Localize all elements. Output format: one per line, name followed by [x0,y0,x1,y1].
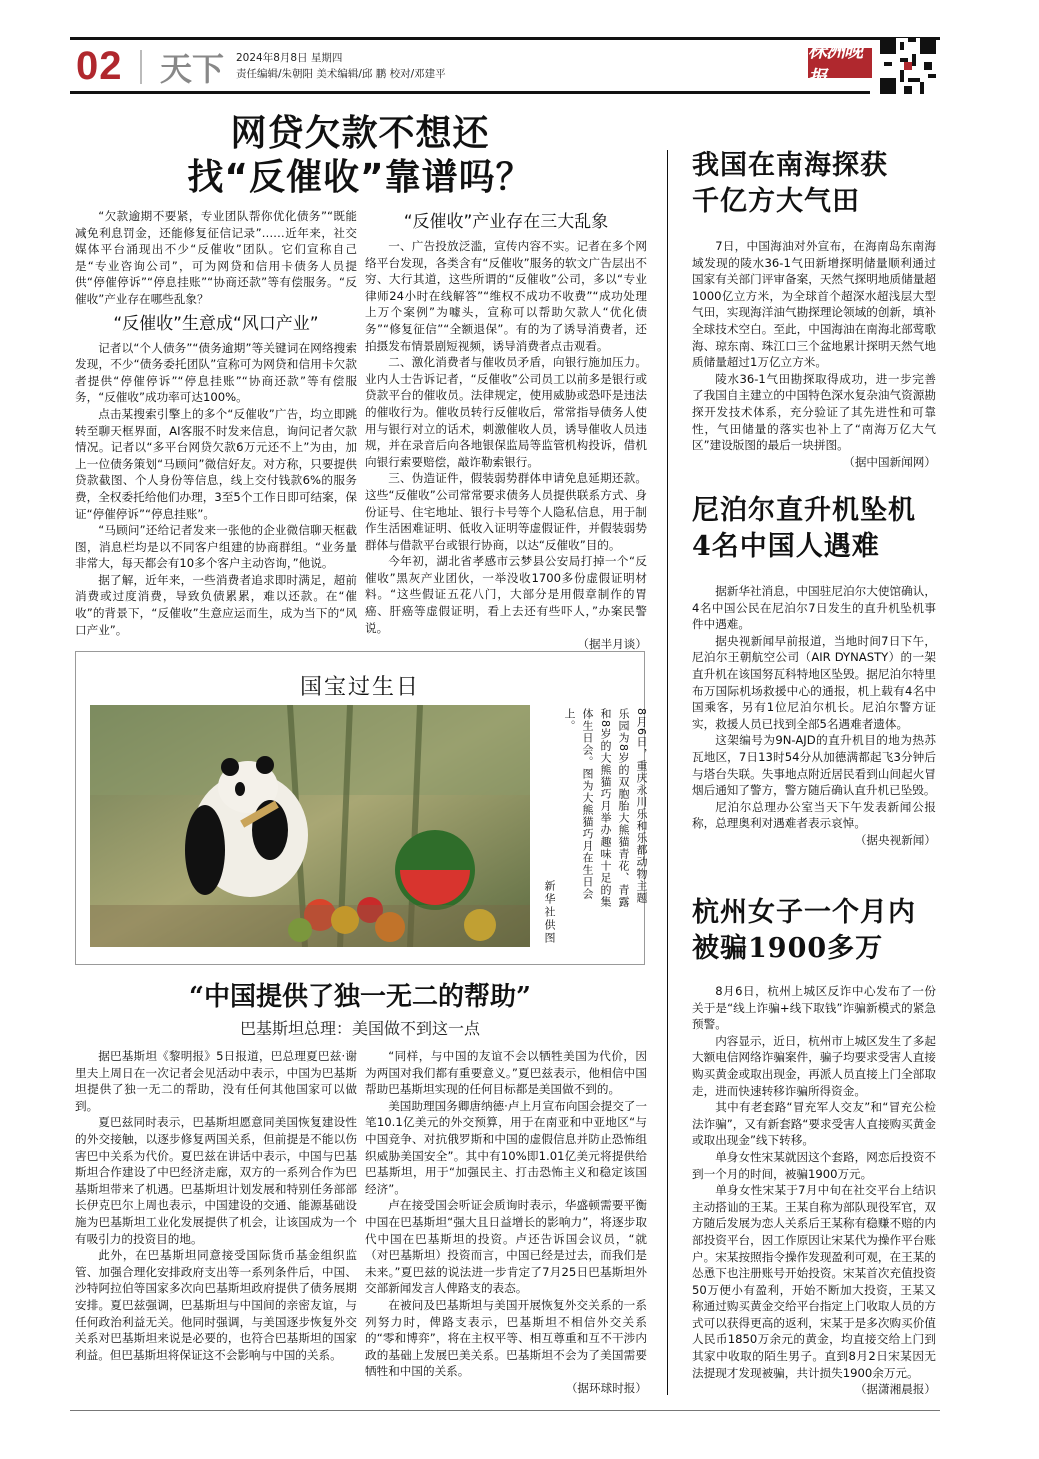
editors-credit: 责任编辑/朱朝阳 美术编辑/邱 鹏 校对/邓建平 [236,68,446,80]
sidebar-story-nepal-crash [692,493,936,849]
paragraph: 据央视新闻早前报道，当地时间7日下午，尼泊尔王朝航空公司（AIR DYNASTY）的一架直升机在该国努瓦科特地区坠毁。据尼泊尔特里布万国际机场救援中心的通报，机上载有4名中国乘客，另有1位尼泊尔机长。尼泊尔警方证实，救援人员已找到全部5名遇难者遗体。 [692,633,936,731]
paragraph: 卢在接受国会听证会质询时表示，华盛顿需要平衡中国在巴基斯坦“强大且日益增长的影响力”，将逐步取代中国在巴基斯坦的投资。卢还告诉国会议员，“就（对巴基斯坦）投资而言，中国已经是过去，而我们是未来。”夏巴兹的说法进一步肯定了7月25日巴基斯坦外交部新闻发言人俾路支的表态。 [365,1198,647,1296]
footer-rule [70,1410,940,1411]
story-headline: 杭州女子一个月内 [692,897,916,928]
story-headline: 4名中国人遇难 [692,531,880,562]
paragraph: 这架编号为9N-AJD的直升机目的地为热苏瓦地区，7日13时54分从加德满都起飞3分钟后与塔台失联。失事地点附近居民看到山间起火冒烟后通知了警方，警方随后确认直升机已坠毁。 [692,733,936,798]
paragraph: 内容显示，近日，杭州市上城区发生了多起大额电信网络诈骗案件，骗子均要求受害人直接购买黄金或取出现金，再派人员直接上门全部取走，进而快速转移诈骗所得资金。 [692,1033,936,1098]
issue-date: 2024年8月8日 星期四 [236,52,343,64]
article-source: （据环球时报） [565,1380,647,1395]
paragraph: 8月6日，杭州上城区反诈中心发布了一份关于是“线上诈骗+线下取钱”诈骗新模式的紧急预警。 [692,984,936,1032]
sidebar-story-hangzhou-fraud [692,895,936,1398]
paragraph: 二、激化消费者与催收员矛盾，向银行施加压力。业内人士告诉记者，“反催收”公司员工以前多是银行或贷款平台的催收员。法律规定，使用威胁或恐吓是违法的催收行为。催收员转行反催收后，常常指导债务人使用与银行对立的话术，刺激催收人员，诱导催收人员违规，并在录音后向各地银保监局等监管机构投诉，借机向银行索要赔偿，敲诈勒索银行。 [365,355,647,469]
photo-credit: 新华社供图 [543,880,556,945]
paragraph: 夏巴兹同时表示，巴基斯坦愿意同美国恢复建设性的外交接触，以逐步修复两国关系，但前提是不能以伤害巴中关系为代价。夏巴兹在讲话中表示，中国与巴基斯坦合作建设了中巴经济走廊，双方的一系列合作为巴基斯坦带来了机遇。巴基斯坦计划发展和特别任务部部长伊克巴尔上周也表示，中国建设的交通、能源基础设施为巴基斯坦工业化发展提供了机会，让该国成为一个有吸引力的投资目的地。 [75,1115,357,1246]
article-source: （据半月谈） [577,637,647,652]
paragraph: 三、伪造证件，假装弱势群体申请免息延期还款。这些“反催收”公司常常要求债务人员提供联系方式、身份证号、住宅地址、银行卡号等个人隐私信息，用于制作生活困难证明、低收入证明等虚假证件，并假装弱势群体与借款平台或银行协商，以达“反催收”目的。 [365,471,647,552]
photo-caption: 8月6日，重庆永川乐和乐都动物主题乐园为8岁的双胞胎大熊猫青花、青露和8岁的大熊猫巧月举办趣味十足的集体生日会。图为大熊猫巧月在生日会上。 [563,708,648,908]
article-source: （据央视新闻） [854,832,936,847]
paragraph: 尼泊尔总理办公室当天下午发表新闻公报称，总理奥利对遇难者表示哀悼。 [692,799,936,831]
paragraph: “马顾问”还给记者发来一张他的企业微信聊天框截图，消息栏均是以不同客户组建的协商群组。“业务量非常大，每天都会有10多个客户主动咨询，”他说。 [75,523,357,571]
story-headline: 尼泊尔直升机坠机 [692,495,916,526]
paragraph: 据新华社消息，中国驻尼泊尔大使馆确认，4名中国公民在尼泊尔7日发生的直升机坠机事件中遇难。 [692,584,936,632]
paragraph: 陵水36-1气田勘探取得成功，进一步完善了我国自主建立的中国特色深水复杂油气资源勘探开发技术体系，充分验证了其先进性和可靠性，气田储量的落实也补上了“南海万亿大气区”建设版图的最后一块拼图。 [692,371,936,453]
column-divider [667,150,668,1395]
main-headline [80,112,640,200]
headline-line-1: 网贷欠款不想还 [230,113,490,154]
pakistan-column-2 [365,1048,647,1396]
paragraph: 7日，中国海油对外宣布，在海南岛东南海域发现的陵水36-1气田新增探明储量顺利通过国家有关部门评审备案，天然气探明地质储量超1000亿立方米，为全球首个超深水超浅层大型气田，实现海洋油气勘探理论领域的创新，填补全球技术空白。至此，中国海油在南海北部莺歌海、琼东南、珠江口三个盆地累计探明天然气地质储量超过1万亿立方米。 [692,239,936,370]
newspaper-logo: 株洲晚报 [808,48,872,78]
paragraph: 记者以“个人债务”“债务逾期”等关键词在网络搜索发现，不少“债务委托团队”宣称可为网贷和信用卡欠款者提供“停催停诉”“停息挂账”“协商还款”等有偿服务，“反催收”成功率可达100%。 [75,340,357,405]
section-name: 天下 [160,50,225,88]
pakistan-subheadline: 巴基斯坦总理：美国做不到这一点 [239,1019,480,1038]
article-intro: “欠款逾期不要紧，专业团队帮你优化债务”“既能减免利息罚金，还能修复征信记录”……近年来，社交媒体平台涌现出不少“反催收”团队。它们宣称自己是“专业咨询公司”，可为网贷和信用卡债务人员提供“停催停诉”“停息挂账”“协商还款”等有偿服务。“反催收”产业存在哪些乱象？ [75,209,357,306]
subheading: “反催收”生意成“风口产业” [113,313,319,334]
story-headline: 我国在南海探获 [692,150,888,181]
story-headline: 千亿方大气田 [692,186,860,217]
header-bottom-rule [70,91,870,94]
paragraph: 据巴基斯坦《黎明报》5日报道，巴总理夏巴兹·谢里夫上周日在一次记者会见活动中表示，中国为巴基斯坦提供了独一无二的帮助，没有任何其他国家可以做到。 [75,1049,357,1113]
article-source: （据潇湘晨报） [854,1382,936,1397]
story-headline: 被骗1900多万 [692,933,884,964]
photo-box-title: 国宝过生日 [299,675,420,700]
article-column-2 [365,206,647,653]
article-source: （据中国新闻网） [843,454,936,469]
panda-photo [90,705,530,947]
article-column-1 [75,208,357,638]
paragraph: “同样，与中国的友谊不会以牺牲美国为代价，因为两国对我们都有重要意义。”夏巴兹表示，他相信中国帮助巴基斯坦实现的任何目标都是美国做不到的。 [365,1049,647,1097]
paragraph: 一、广告投放泛滥，宣传内容不实。记者在多个网络平台发现，各类含有“反催收”服务的软文广告层出不穷、大行其道，这些所谓的“反催收”公司，多以“专业律师24小时在线解答”“维权不成功不收费”“成功处理上万个案例”为噱头，宣称可以帮助欠款人“优化债务”“修复征信”“全额退保”。有的为了诱导消费者，还拍摄发布情景剧短视频，诱导消费者点击观看。 [365,239,647,353]
qr-code-icon [880,38,936,94]
header-meta [236,50,446,82]
paragraph: 据了解，近年来，一些消费者追求即时满足，超前消费或过度消费，导致负债累累，难以还款。在“催收”的背景下，“反催收”生意应运而生，成为当下的“风口产业”。 [75,572,357,637]
paragraph: 点击某搜索引擎上的多个“反催收”广告，均立即跳转至聊天框界面，AI客服不时发来信息，询问记者欠款情况。记者以“多平台网贷欠款6万元还不上”为由，加上一位债务策划“马顾问”微信好友。对方称，只要提供贷款截图、个人身份等信息，线上交付钱款6%的服务费，全权委托给他们办理，3至5个工作日即可结案，保证“停催停诉”“停息挂账”。 [75,406,357,521]
headline-line-2: 找“反催收”靠谱吗？ [187,157,533,198]
paragraph: 在被问及巴基斯坦与美国开展恢复外交关系的一系列努力时，俾路支表示，巴基斯坦不相信外交关系的“零和博弈”，将在主权平等、相互尊重和互不干涉内政的基础上发展巴美关系。巴基斯坦不会为了美国需要牺牲和中国的关系。 [365,1297,647,1379]
paragraph: 其中有老套路“冒充军人交友”和“冒充公检法诈骗”，又有新套路“要求受害人直接购买黄金或取出现金”线下转移。 [692,1100,936,1148]
paragraph: 此外，在巴基斯坦同意接受国际货币基金组织监管、加强合理化安排政府支出等一系列条件后，中国、沙特阿拉伯等国家多次向巴基斯坦政府提供了债务展期安排。夏巴兹强调，巴基斯坦与中国间的亲密友谊，与任何政治利益无关。他同时强调，与美国逐步恢复外交关系对巴基斯坦来说是必要的，也符合巴基斯坦的国家利益。但巴基斯坦将保证这不会影响与中国的关系。 [75,1248,357,1362]
sidebar-story-gas-field [692,148,936,470]
pakistan-column-1 [75,1048,357,1363]
paragraph: 今年初，湖北省孝感市云梦县公安局打掉一个“反催收”黑灰产业团伙，一举没收1700多份虚假证明材料。“这些假证五花八门，大部分是用假章制作的胃癌、肝癌等虚假证明，看上去还有些吓人，”办案民警说。 [365,554,647,635]
page-number: 02 [76,44,123,88]
paragraph: 单身女性宋某于7月中旬在社交平台上结识主动搭讪的王某。王某自称为部队现役军官，双方随后发展为恋人关系后王某称有稳赚不赔的内部投资平台，因工作原因让宋某代为操作平台账户。宋某按照指令操作发现盈利可观，在王某的怂恿下也注册账号开始投资。宋某首次充值投资50万便小有盈利，开始不断加大投资，王某又称通过购买黄金交给平台指定上门收取人员的方式可以获得更高的返利，宋某于是多次购买价值人民币1850万余元的黄金，均直接交给上门到其家中收取的陌生男子。直到8月2日宋某因无法提现才发现被骗，共计损失1900余万元。 [692,1183,936,1380]
header-divider [140,50,142,84]
pakistan-headline: “中国提供了独一无二的帮助” [189,982,531,1012]
paragraph: 美国助理国务卿唐纳德·卢上月宣布向国会提交了一笔10.1亿美元的外交预算，用于在南亚和中亚地区“与中国竞争、对抗俄罗斯和中国的虚假信息并防止恐怖组织威胁美国安全”。其中有10%即1.01亿美元将提供给巴基斯坦，用于“加强民主、打击恐怖主义和稳定该国经济”。 [365,1098,647,1196]
paragraph: 单身女性宋某就因这个套路，网恋后投资不到一个月的时间，被骗1900万元。 [692,1149,936,1181]
subheading: “反催收”产业存在三大乱象 [403,212,609,232]
